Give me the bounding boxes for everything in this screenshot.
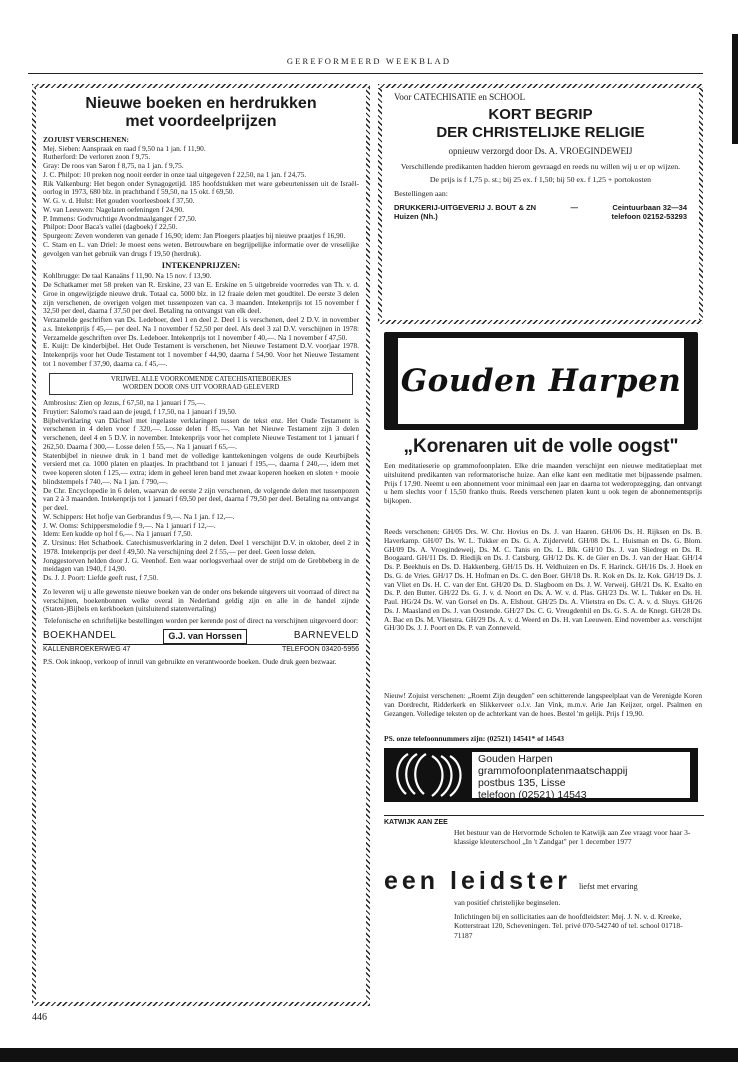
shop-town: BARNEVELD <box>293 630 359 642</box>
book-item: J. C. Philpot: 10 preken nog nooit eerder in onze taal uitgegeven f 22,50, na 1 jan. f 24,75. <box>43 169 307 179</box>
katwijk-headline <box>384 866 704 897</box>
book-item: De Chr. Encyclopedie in 6 delen, waarvan de eerste 2 zijn verschenen, de volgende delen met tussenpozen van 2 à 3 maanden. Intekenprijs tot 1 januari f 69,50 per deel, daarna f 79,50 per deel. Betaling na ontvangst per deel. <box>43 485 359 513</box>
section-subscription-prices: INTEKENPRIJZEN: <box>161 260 241 271</box>
book-item: E. Kuijt: De kinderbijbel. Het Oude Testament is verschenen, het Nieuwe Testament D.V. voorjaar 1978. Intekenprijs voor het Oude Testament tot 1 november f 44,90, daarna f 54,90. Voor het Nieuwe Testament tot 1 november f 37,90, daarna ca. f 45,—. <box>43 341 359 368</box>
book-item: Bijbelverklaring van Dächsel met ingelaste verklaringen tussen de tekst enz. Het Oude Testament is verschenen in 4 delen voor f 320,—. Losse delen f 85,—. Van het Nieuwe Testament zijn 3 delen verschenen, deel 4 en 5 D.V. in november. Intekenprijs voor het complete Nieuwe Testament tot 1 januari f 262,50. Daarna f 300,— Losse delen f 55,—. Na 1 januari f 65,—. <box>43 415 359 451</box>
book-item: Rutherford: De verloren zoon f 9,75. <box>43 152 151 162</box>
orders-paragraph: Telefonische en schriftelijke bestellingen worden per kerende post of direct na verschijnen uitgevoerd door: <box>43 616 359 626</box>
book-item: Mej. Sieben: Aanspraak en raad f 9,50 na 1 jan. f 11,90. <box>43 143 206 153</box>
gouden-harpen-list: Reeds verschenen: GH/05 Drs. W. Chr. Hovius en Ds. J. van Haaren. GH/06 Ds. H. Rijksen en Ds. B. Haverkamp. GH/07 Ds. W. L. Tukker en Ds. G. A. Zijderveld. GH/08 Ds. L. Huisman en Ds. G. Blom. GH/09 Ds. A. Vroegindeweij, Ds. M. C. Tanis en Ds. L. Blk. GH/10 Ds. J. van Sliedregt en Ds. R. Boogaard. GH/11 Ds. D. Riedijk en Ds. J. Catsburg. GH/12 Ds. K. de Gier en Ds. J. van der Haar. GH/14 Ds. P. Beekhuis en Ds. D. Hakkenberg. GH/15 Ds. H. Veldhuizen en Ds. F. Harinck. GH/16 Ds. J. Hoek en Ds. G. de Vries. GH/17 Ds. H. Hofman en Ds. C. den Boer. GH/18 Ds. R. Kok en Ds. Iz. Kok. GH/19 Ds. J. van Vliet en Ds. H. C. van der Ent. GH/20 Ds. D. Slagboom en Ds. J. W. Verweij. GH/21 Ds. K. Exalto en Ds. P. den Butter. GH/22 Ds. G. J. v. d. Noort en Ds. A. W. v. d. Plas. GH/23 Ds. W. L. Tukker en Ds. H. Paul. HG/24 Ds. W. van Gorsel en Ds. A. Elshout. GH/25 Ds. A. Vlietstra en Ds. C. A. v. d. Sluys. GH/26 Ds. J. Maasland en Ds. J. van Oostende. GH/27 Ds. C. G. Vreugdenhil en Ds. G. S. A. de Knegt. GH/28 Ds. A. Bac en Ds. M. Vlietstra. GH/29 Ds. A. v. d. Weerd en Ds. H. van Leeuwen. Eind november a.s. verschijnt GH/30 Ds. J. J. Poort en Ds. P. van Zonneveld. <box>384 527 702 633</box>
book-item: Spurgeon: Zeven wonderen van genade f 16,90; idem: Jan Ploegers plaatjes bij nieuwe praatjes f 16,90. <box>43 231 346 241</box>
catechism-advertisement <box>378 84 703 324</box>
book-item: Jonggestorven helden door J. G. Veenhof. Een waar oorlogsverhaal over de strijd om de Grebbeberg in de meidagen van 1940, f 14,90. <box>43 555 359 574</box>
gouden-harpen-banner <box>384 332 698 430</box>
book-item: Idem: Een kudde op hol f 6,—. Na 1 januari f 7,50. <box>43 529 193 539</box>
gouden-harpen-new: Nieuw! Zojuist verschenen: „Roemt Zijn deugden" een schitterende langspeelplaat van de Verenigde Koren van Dordrecht, Ridderkerk en Slikkerveer o.l.v. Jan Vink, m.m.v. Arie Jan Keijzer, orgel. Psalmen en Gezangen. Volledige teksten op de achterkant van de hoes. Bestel 'm gelijk. Prijs f 19,90. <box>384 691 702 718</box>
book-item: Gray: De roos van Saron f 8,75, na 1 jan. f 9,75. <box>43 161 184 171</box>
border-right <box>366 88 370 1002</box>
ps-note: P.S. Ook inkoop, verkoop of inruil van gebruikte en verantwoorde boeken. Oude druk geen bezwaar. <box>43 656 337 666</box>
shop-label: BOEKHANDEL <box>43 630 117 642</box>
book-item: W. Schippers: Het hofje van Gerbrandus f 9,—. Na 1 jan. f 12,—. <box>43 511 235 521</box>
book-item: C. Stam en L. van Driel: Je moest eens weten. Betrouwbare en begrijpelijke informatie over de vreselijke gevolgen van het gebruik van drugs f 19,50 (herdruk). <box>43 239 359 258</box>
katwijk-big-sub: liefst met ervaring <box>578 882 638 891</box>
section-just-published: ZOJUIST VERSCHENEN: <box>43 134 129 144</box>
catechism-intro: Voor CATECHISATIE en SCHOOL <box>394 92 526 102</box>
book-item: W. G. v. d. Hulst: Het gouden voorleesboek f 37,50. <box>43 196 195 206</box>
book-item: Kohlbrugge: De taal Kanaäns f 11,90. Na 15 nov. f 13,90. <box>43 271 212 281</box>
katwijk-big-text: een leidster <box>384 867 571 895</box>
catechism-subtitle: DER CHRISTELIJKE RELIGIE <box>436 124 645 142</box>
bookshop-advertisement <box>32 84 370 1006</box>
book-item: J. W. Ooms: Schippersmelodie f 9,—. Na 1 januari f 12,—. <box>43 520 216 530</box>
publisher-town: Huizen (Nh.) <box>394 212 438 222</box>
shop-phone: TELEFOON 03420-5956 <box>281 645 359 653</box>
publisher-phone: telefoon 02152-53293 <box>611 212 687 222</box>
book-item: De Schatkamer met 58 preken van R. Erskine, 23 van E. Erskine en 5 uitgebreide voorredes van Th. v. d. Groe in ongewijzigde nieuwe druk. Totaal ca. 5000 blz. in 12 fraaie delen met goudtitel. De eerste 3 delen zijn verschenen, de overigen volgen met tussenpozen van ca. 3 maanden. Intekenprijs tot 15 november f 32,50 per deel, daarna f 37,50 per deel. Betaling na ontvangst van elk deel. <box>43 280 359 316</box>
shop-address-line <box>43 644 359 654</box>
catechism-title: KORT BEGRIP <box>488 106 593 124</box>
book-item: Z. Ursinus: Het Schatboek. Catechismusverklaring in 2 delen. Deel 1 verschijnt D.V. in oktober, deel 2 in 1978. Intekenprijs per deel f 49,50. Na verschijning deel 2 f 55,— per deel. Geen losse delen. <box>43 538 359 556</box>
catechism-editor: opnieuw verzorgd door Ds. A. VROEGINDEWEIJ <box>448 146 633 157</box>
border-bottom <box>378 320 703 324</box>
catechism-paragraph: Verschillende predikanten hadden hierom gevraagd en reeds nu willen wij u er op wijzen. <box>400 161 681 171</box>
gouden-harpen-address-block <box>384 748 698 802</box>
book-item: Statenbijbel in nieuwe druk in 1 band met de volledige kanttekeningen volgens de oude Keurbijbels versierd met ca. 1000 platen en plaatjes. In prachtband tot 1 januari f 195,—, daarna f 240,—, idem met twee koperen sloten f 125,— extra; idem in geheel leren band met zwaar koperen hoeken en sloten + mooie blindstempels f 740,—. Na 1 jan. f 790,—. <box>43 450 359 486</box>
page-number: 446 <box>32 1012 47 1023</box>
closing-paragraph: Zo leveren wij u alle gewenste nieuwe boeken van de onder ons bekende uitgevers uit voorraad of direct na verschijnen, boekenbonnen welke overal in Nederland geldig zijn en alle in de handel zijnde (Staten-)Bijbels en kerkboeken (uitsluitend statenvertaling) <box>43 586 359 614</box>
bookshop-content <box>36 88 366 1002</box>
header-rule <box>28 73 703 74</box>
book-item: Fruytier: Salomo's raad aan de jeugd, f 17,50, na 1 januari f 19,50. <box>43 406 237 416</box>
shop-logo: G.J. van Horssen <box>163 629 247 644</box>
shop-address: KALLENBROEKERWEG 47 <box>43 645 131 653</box>
book-item: P. Immens: Godvruchtige Avondmaalganger f 27,50. <box>43 213 197 223</box>
banner-slogan: „Korenaren uit de volle oogst" <box>403 436 679 457</box>
catechism-content <box>382 88 699 320</box>
scan-edge-bar <box>732 34 738 144</box>
border-right <box>699 88 703 320</box>
catechism-price: De prijs is f 1,75 p. st.; bij 25 ex. f 1,50; bij 50 ex. f 1,25 + portokosten <box>429 175 652 185</box>
katwijk-principles: van positief christelijke beginselen. <box>454 898 561 907</box>
book-item: Ds. J. J. Poort: Liefde geeft rust, f 7,50. <box>43 573 159 583</box>
publisher-address: Ceintuurbaan 32—34 <box>612 202 687 212</box>
scan-bottom-bar <box>0 1048 738 1062</box>
publisher-dash: — <box>570 202 578 212</box>
banner-title: Gouden Harpen <box>398 338 684 424</box>
book-item: Ambrosius: Zien op Jezus, f 67,50, na 1 januari f 75,—. <box>43 398 206 408</box>
publisher-line-2 <box>394 212 687 221</box>
publisher-name: DRUKKERIJ-UITGEVERIJ J. BOUT & ZN <box>394 202 537 212</box>
gouden-harpen-ps: PS. onze telefoonnummers zijn: (02521) 14541* of 14543 <box>384 734 564 743</box>
catechism-notice-box: VRIJWEL ALLE VOORKOMENDE CATECHISATIEBOEKJES WORDEN DOOR ONS UIT VOORRAAD GELEVERD <box>49 373 353 395</box>
company-details: Gouden Harpen grammofoonplatenmaatschappij postbus 135, Lisse telefoon (02521) 14543 <box>472 752 690 798</box>
harp-logo-icon <box>384 748 472 802</box>
book-item: W. van Leeuwen: Nagelaten oefeningen f 24,90. <box>43 204 184 214</box>
katwijk-paragraph: Het bestuur van de Hervormde Scholen te Katwijk aan Zee vraagt voor haar 3-klassige kleuterschool „In 't Zandgat" per 1 december 1977 <box>454 828 691 847</box>
shop-name-line <box>43 629 359 644</box>
catechism-order: Bestellingen aan: <box>394 188 448 198</box>
katwijk-contact: Inlichtingen bij en sollicitaties aan de hoofdleidster: Mej. J. N. v. d. Kreeke, Kotterstraat 120, Scheveningen. Tel. privé 070-542740 of tel. school 01718-71187 <box>454 912 683 940</box>
book-item: Verzamelde geschriften van Ds. Ledeboer, deel 1 en deel 2. Deel 1 is verschenen, deel 2 D.V. in november a.s. Intekenprijs f 45,— per deel. Na 1 november f 52,50 per deel. Als deel 3 zal D.V. verschijnen in 1978: Verzamelde geschriften over Ds. Ledeboer. Intekenprijs tot 1 november f 40,—. Na 1 november f 47,50. <box>43 315 359 342</box>
border-bottom <box>32 1002 370 1006</box>
gouden-harpen-intro: Een meditatieserie op grammofoonplaten. Elke drie maanden verschijnt een nieuwe meditatieplaat met uitsluitend predikanten van reformatorische huize. Aan elke kant een meditatie met bijpassende psalmen. Prijs f 17,90. Neemt u een abonnement voor minimaal een jaar en daarna tot wederopzegging, dan ontvangt u hem slechts voor f 15,50 franko thuis. Reeds verschenen platen kunt u ook tegen de abonnementsprijs bijkopen. <box>384 461 702 505</box>
ad-title: Nieuwe boeken en herdrukken met voordeelprijzen <box>85 95 317 131</box>
book-item: Rik Valkenburg: Het begon onder Synagogetijd. 185 hoofdstukken met ware gebeurtenissen uit de Israël-oorlog in 1973, 680 blz. in prachtband f 59,50, na 15 okt. f 69,50. <box>43 178 359 197</box>
publisher-line <box>394 203 687 212</box>
katwijk-place: KATWIJK AAN ZEE <box>384 815 704 828</box>
running-title: GEREFORMEERD WEEKBLAD <box>286 56 452 66</box>
book-item: Philpot: Door Baca's vallei (dagboek) f 22,50. <box>43 222 178 232</box>
